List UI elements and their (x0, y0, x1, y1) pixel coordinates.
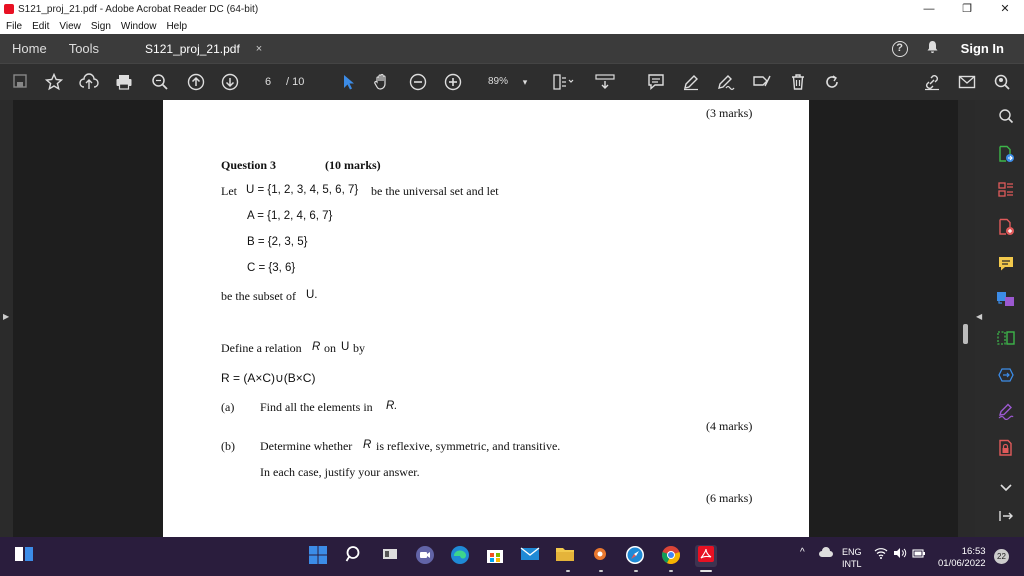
document-viewer[interactable] (0, 100, 1024, 537)
restore-button[interactable]: ❐ (962, 3, 972, 15)
menu-view[interactable]: View (59, 20, 81, 32)
set-b: B = {2, 3, 5} (247, 236, 308, 248)
volume-icon[interactable] (893, 547, 907, 562)
subset-u: U. (306, 289, 318, 301)
notification-count-badge[interactable]: 22 (994, 549, 1009, 564)
menu-window[interactable]: Window (120, 20, 157, 32)
start-windows-icon[interactable] (307, 545, 329, 567)
universal-set: U = {1, 2, 3, 4, 5, 6, 7} (246, 184, 359, 196)
teams-chat-icon[interactable] (414, 545, 436, 567)
acrobat-logo-icon (4, 4, 14, 14)
rotate-icon[interactable] (820, 71, 844, 93)
right-tools-pane (975, 100, 1024, 537)
zoom-dropdown-icon[interactable]: ▾ (522, 77, 528, 87)
menu-edit[interactable]: Edit (32, 20, 50, 32)
bell-icon[interactable] (926, 40, 939, 57)
zoom-out-icon[interactable] (406, 71, 430, 93)
upload-cloud-icon[interactable] (77, 71, 101, 93)
draw-freehand-icon[interactable] (714, 71, 738, 93)
intro-tail: be the universal set and let (371, 184, 499, 198)
define-pre: Define a relation (221, 341, 302, 355)
part-a-r: R. (386, 400, 398, 412)
running-indicator (634, 570, 638, 572)
show-hidden-icons-icon[interactable]: ^ (800, 547, 805, 558)
define-mid: on (324, 341, 336, 355)
minimize-button[interactable]: — (923, 3, 935, 15)
more-tools-chevron-icon[interactable] (996, 480, 1016, 500)
search-user-icon[interactable] (990, 71, 1014, 93)
delete-trash-icon[interactable] (786, 71, 810, 93)
subset-pre: be the subset of (221, 289, 296, 303)
title-bar (0, 0, 1024, 18)
menu-file[interactable]: File (6, 20, 23, 32)
language-code: ENG (842, 547, 862, 557)
zoom-level-field[interactable]: 89% (488, 76, 509, 87)
next-page-icon[interactable] (218, 71, 242, 93)
menu-help[interactable]: Help (166, 20, 188, 32)
email-icon[interactable] (955, 71, 979, 93)
previous-page-icon[interactable] (184, 71, 208, 93)
mail-icon[interactable] (519, 545, 541, 567)
part-b-r: R (363, 439, 372, 451)
part-a-label: (a) (221, 400, 235, 414)
current-page-field[interactable]: 6 (265, 76, 272, 88)
search-icon[interactable] (343, 545, 365, 567)
chrome-browser-icon[interactable] (660, 545, 682, 567)
sign-in-button[interactable]: Sign In (960, 41, 1004, 56)
save-icon[interactable] (8, 71, 32, 91)
photos-app-icon[interactable] (589, 545, 611, 567)
wifi-icon[interactable] (874, 547, 888, 562)
define-by: by (353, 341, 365, 355)
question-marks: (10 marks) (325, 158, 381, 172)
compress-pdf-icon[interactable] (996, 329, 1016, 349)
system-clock[interactable] (938, 546, 986, 570)
window-controls (910, 0, 1024, 18)
microsoft-store-icon[interactable] (484, 545, 506, 567)
windows-taskbar (0, 537, 1024, 576)
comment-tool-icon[interactable] (996, 255, 1016, 275)
tab-home[interactable]: Home (12, 41, 47, 56)
part-b-label: (b) (221, 439, 235, 453)
clock-time: 16:53 (961, 546, 986, 557)
convert-pdf-icon[interactable] (996, 366, 1016, 386)
part-b-line2: In each case, justify your answer. (260, 465, 420, 479)
question-title: Question 3 (221, 158, 277, 172)
menu-sign[interactable]: Sign (90, 20, 111, 32)
input-language[interactable] (842, 546, 862, 570)
protect-document-icon[interactable] (996, 439, 1016, 459)
file-explorer-icon[interactable] (554, 545, 576, 567)
page-fit-icon[interactable] (551, 71, 575, 93)
zoom-search-icon[interactable] (996, 108, 1016, 128)
intro-let: Let (221, 184, 237, 198)
select-cursor-icon[interactable] (336, 71, 360, 93)
task-view-icon[interactable] (13, 545, 35, 567)
organize-pages-icon[interactable] (996, 181, 1016, 201)
acrobat-reader-icon[interactable] (695, 545, 717, 567)
tab-tools[interactable]: Tools (68, 41, 100, 56)
define-r: R (312, 341, 321, 353)
set-c: C = {3, 6} (247, 262, 296, 274)
collapse-right-pane-icon[interactable]: ◀ (976, 312, 983, 321)
tab-document-label: S121_proj_21.pdf (145, 41, 240, 56)
zoom-in-icon[interactable] (441, 71, 465, 93)
find-zoom-icon[interactable] (148, 71, 172, 93)
define-u: U (341, 341, 350, 353)
part-a-marks: (4 marks) (706, 419, 753, 433)
widgets-icon[interactable] (379, 545, 401, 567)
keyboard-layout: INTL (842, 559, 862, 569)
running-indicator (669, 570, 673, 572)
total-pages: / 10 (286, 76, 305, 88)
close-window-button[interactable]: ✕ (1000, 3, 1010, 15)
battery-icon[interactable] (912, 547, 926, 562)
create-pdf-icon[interactable] (996, 218, 1016, 238)
combine-files-icon[interactable] (996, 290, 1016, 310)
hand-tool-icon[interactable] (370, 71, 394, 93)
help-icon[interactable]: ? (892, 41, 908, 57)
print-icon[interactable] (112, 71, 136, 93)
window-title: S121_proj_21.pdf - Adobe Acrobat Reader DC (64-bit) (18, 3, 259, 15)
close-tab-icon[interactable]: × (255, 42, 263, 55)
part-b-marks: (6 marks) (706, 491, 753, 505)
tab-document[interactable] (145, 42, 262, 56)
safari-compass-icon[interactable] (624, 545, 646, 567)
tab-bar (0, 34, 1024, 63)
part-b-text: Determine whether (260, 439, 353, 453)
highlight-pen-icon[interactable] (679, 71, 703, 93)
running-indicator (599, 570, 603, 572)
marks-previous: (3 marks) (706, 106, 753, 120)
edge-browser-icon[interactable] (449, 545, 471, 567)
clock-date: 01/06/2022 (938, 558, 986, 569)
vertical-scrollbar[interactable] (958, 100, 975, 537)
toolbar (0, 63, 1024, 100)
scroll-mode-icon[interactable] (593, 71, 617, 93)
part-b-tail: is reflexive, symmetric, and transitive. (376, 439, 561, 453)
collapse-pane-icon[interactable] (996, 508, 1016, 528)
tab-bar-actions (892, 34, 1004, 63)
stamp-edit-icon[interactable] (750, 71, 774, 93)
expand-left-pane-icon[interactable]: ▶ (3, 312, 10, 321)
onedrive-cloud-icon[interactable] (818, 547, 834, 562)
pdf-page (163, 100, 809, 537)
comment-icon[interactable] (644, 71, 668, 93)
part-a-text: Find all the elements in (260, 400, 373, 414)
running-indicator (566, 570, 570, 572)
export-pdf-icon[interactable] (996, 145, 1016, 165)
relation-formula: R = (A×C)∪(B×C) (221, 371, 316, 385)
scrollbar-thumb[interactable] (963, 324, 968, 344)
left-navigation-pane (0, 100, 13, 537)
active-app-indicator (700, 570, 712, 572)
fill-sign-icon[interactable] (996, 402, 1016, 422)
share-link-icon[interactable] (920, 71, 944, 93)
set-a: A = {1, 2, 4, 6, 7} (247, 210, 333, 222)
menu-bar (0, 18, 1024, 34)
bookmark-star-icon[interactable] (42, 71, 66, 93)
